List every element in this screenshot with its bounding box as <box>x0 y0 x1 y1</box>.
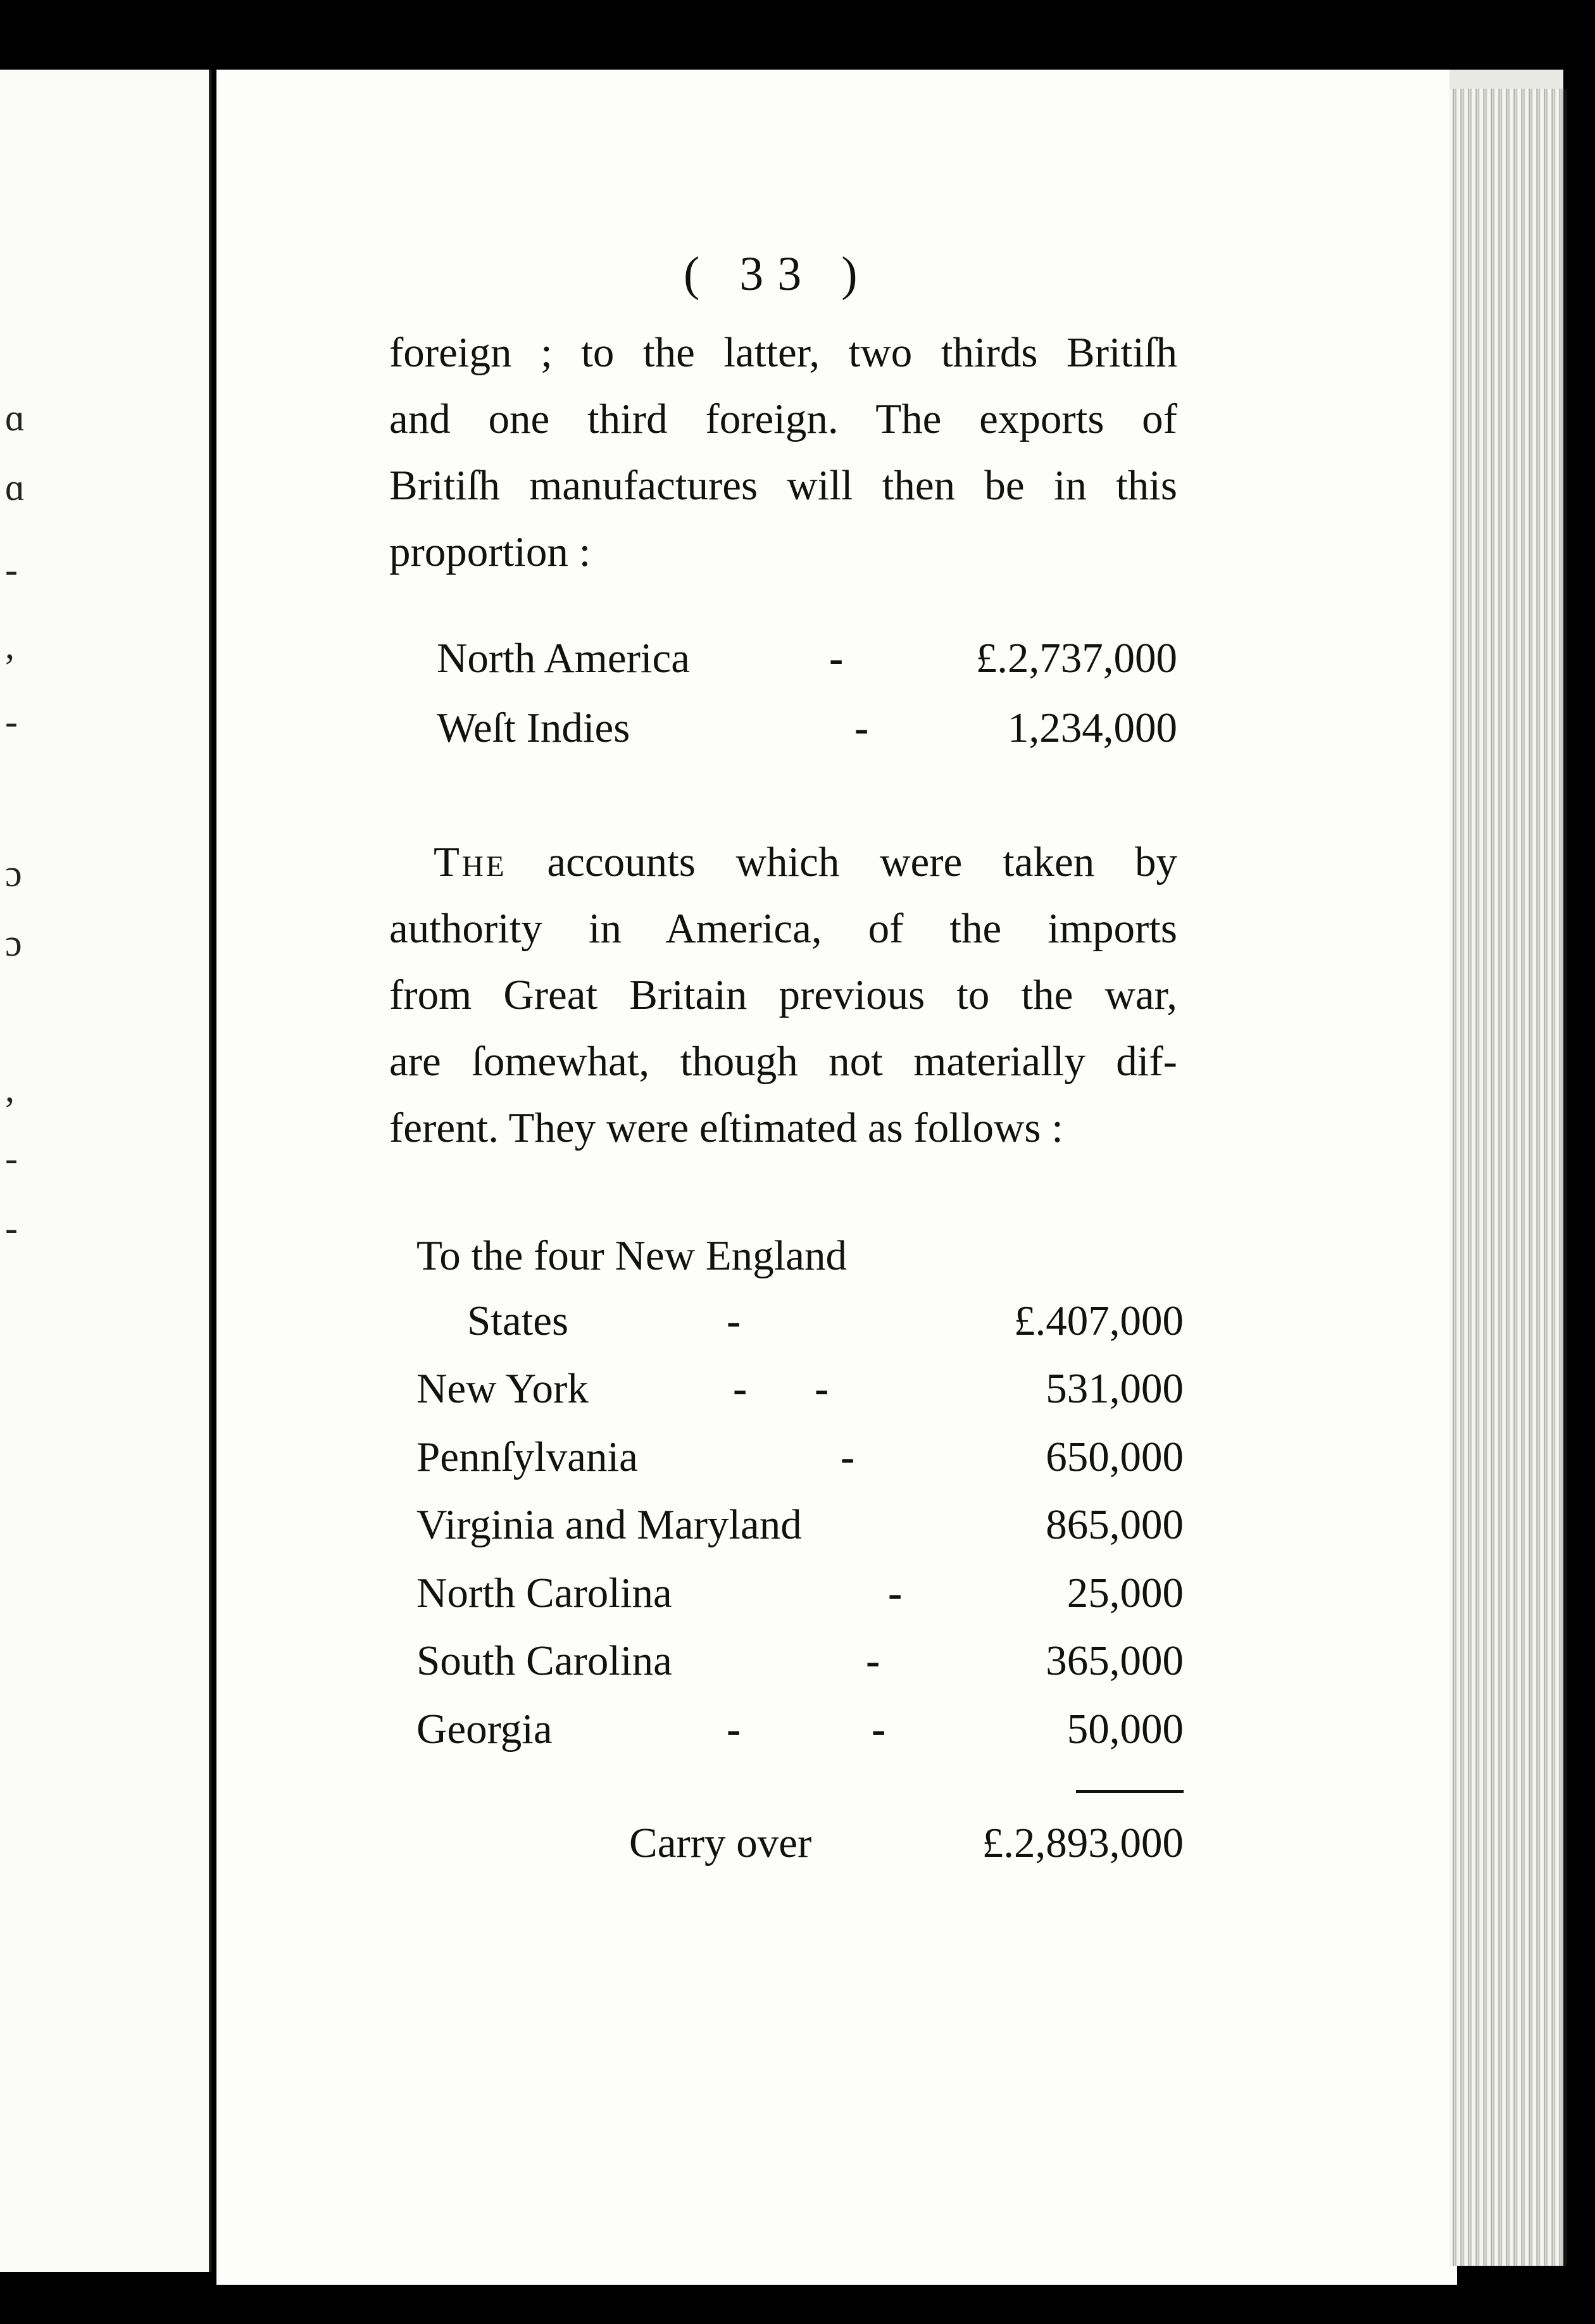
left-page-fragment: ɑ <box>5 466 25 508</box>
table2-value: 650,000 <box>1046 1434 1184 1480</box>
table2-row <box>416 1288 1184 1354</box>
paragraph-2-line <box>389 829 1177 896</box>
table2-heading: To the four New England <box>416 1232 848 1279</box>
table2-value: 25,000 <box>1066 1570 1184 1616</box>
paragraph-1-line: foreign ; to the latter, two thirds Britiſh <box>389 329 1177 376</box>
paragraph-1 <box>389 320 1177 585</box>
sum-rule <box>1076 1790 1184 1793</box>
paragraph-2 <box>389 829 1177 1161</box>
table2-label: Virginia and Maryland <box>416 1501 802 1548</box>
table1-label: Weſt Indies <box>437 704 630 751</box>
paragraph-2-line: authority in America, of the imports <box>389 905 1177 952</box>
paragraph-2-line: from Great Britain previous to the war, <box>389 971 1177 1018</box>
page-number: ( 33 ) <box>684 247 872 301</box>
table2-value: 531,000 <box>1046 1365 1184 1412</box>
table2-label: North Carolina <box>416 1570 672 1616</box>
table2-label: States <box>467 1297 569 1344</box>
table2-value: 50,000 <box>1066 1706 1184 1752</box>
table2-row <box>416 1356 1184 1422</box>
table2-label: Georgia <box>416 1706 553 1752</box>
table2-dashes: - <box>841 1434 855 1480</box>
carry-over-label: Carry over <box>629 1820 812 1866</box>
page-edges <box>1449 89 1567 2266</box>
left-page-fragment: , <box>5 625 15 666</box>
paragraph-2-lead: The <box>434 839 507 885</box>
table2-value: 365,000 <box>1046 1637 1184 1684</box>
table1-value: £.2,737,000 <box>975 635 1177 682</box>
table2-row <box>416 1560 1184 1627</box>
left-page-fragment: - <box>5 549 18 590</box>
left-page <box>0 70 211 2272</box>
paragraph-1-line: proportion : <box>389 528 591 575</box>
left-page-fragment: - <box>5 1207 18 1249</box>
table2-dashes: - <box>866 1637 880 1684</box>
paragraph-2-line: ferent. They were eſtimated as follows : <box>389 1104 1063 1151</box>
table2-dashes: - - <box>727 1706 886 1752</box>
table2-row <box>416 1628 1184 1694</box>
carry-over-value: £.2,893,000 <box>982 1820 1184 1866</box>
table1-row <box>437 625 1177 692</box>
table2-label: Pennſylvania <box>416 1434 638 1480</box>
table2-value: £.407,000 <box>1014 1297 1184 1344</box>
table2-dashes: - <box>727 1297 741 1344</box>
table2-label: South Carolina <box>416 1637 672 1684</box>
table2-dashes: - <box>888 1570 903 1616</box>
carry-over-row <box>416 1810 1184 1877</box>
table2-row <box>416 1424 1184 1490</box>
left-page-fragment: - <box>5 1137 18 1179</box>
paragraph-2-line: are ſomewhat, though not materially dif- <box>389 1038 1177 1085</box>
table1-row <box>437 695 1177 761</box>
left-page-fragment: , <box>5 1068 15 1109</box>
table1-value: 1,234,000 <box>1008 704 1177 751</box>
book-gutter <box>211 70 216 2272</box>
left-page-fragment: ɔ <box>5 922 22 964</box>
left-page-fragment: - <box>5 701 18 742</box>
table2-value: 865,000 <box>1046 1501 1184 1548</box>
table1-dash: - <box>829 635 844 682</box>
table1-dash: - <box>854 704 869 751</box>
table2-label: New York <box>416 1365 589 1412</box>
paragraph-1-line: Britiſh manufactures will then be in this <box>389 462 1177 509</box>
table2-dashes: - - <box>733 1365 829 1412</box>
table2-row <box>416 1696 1184 1763</box>
table1-label: North America <box>437 635 691 682</box>
table2-row <box>416 1492 1184 1558</box>
left-page-fragment: ɔ <box>5 853 22 894</box>
paragraph-2-line-text: accounts which were taken by <box>506 839 1177 885</box>
paragraph-1-line: and one third foreign. The exports of <box>389 396 1177 442</box>
left-page-fragment: ɑ <box>5 397 25 439</box>
